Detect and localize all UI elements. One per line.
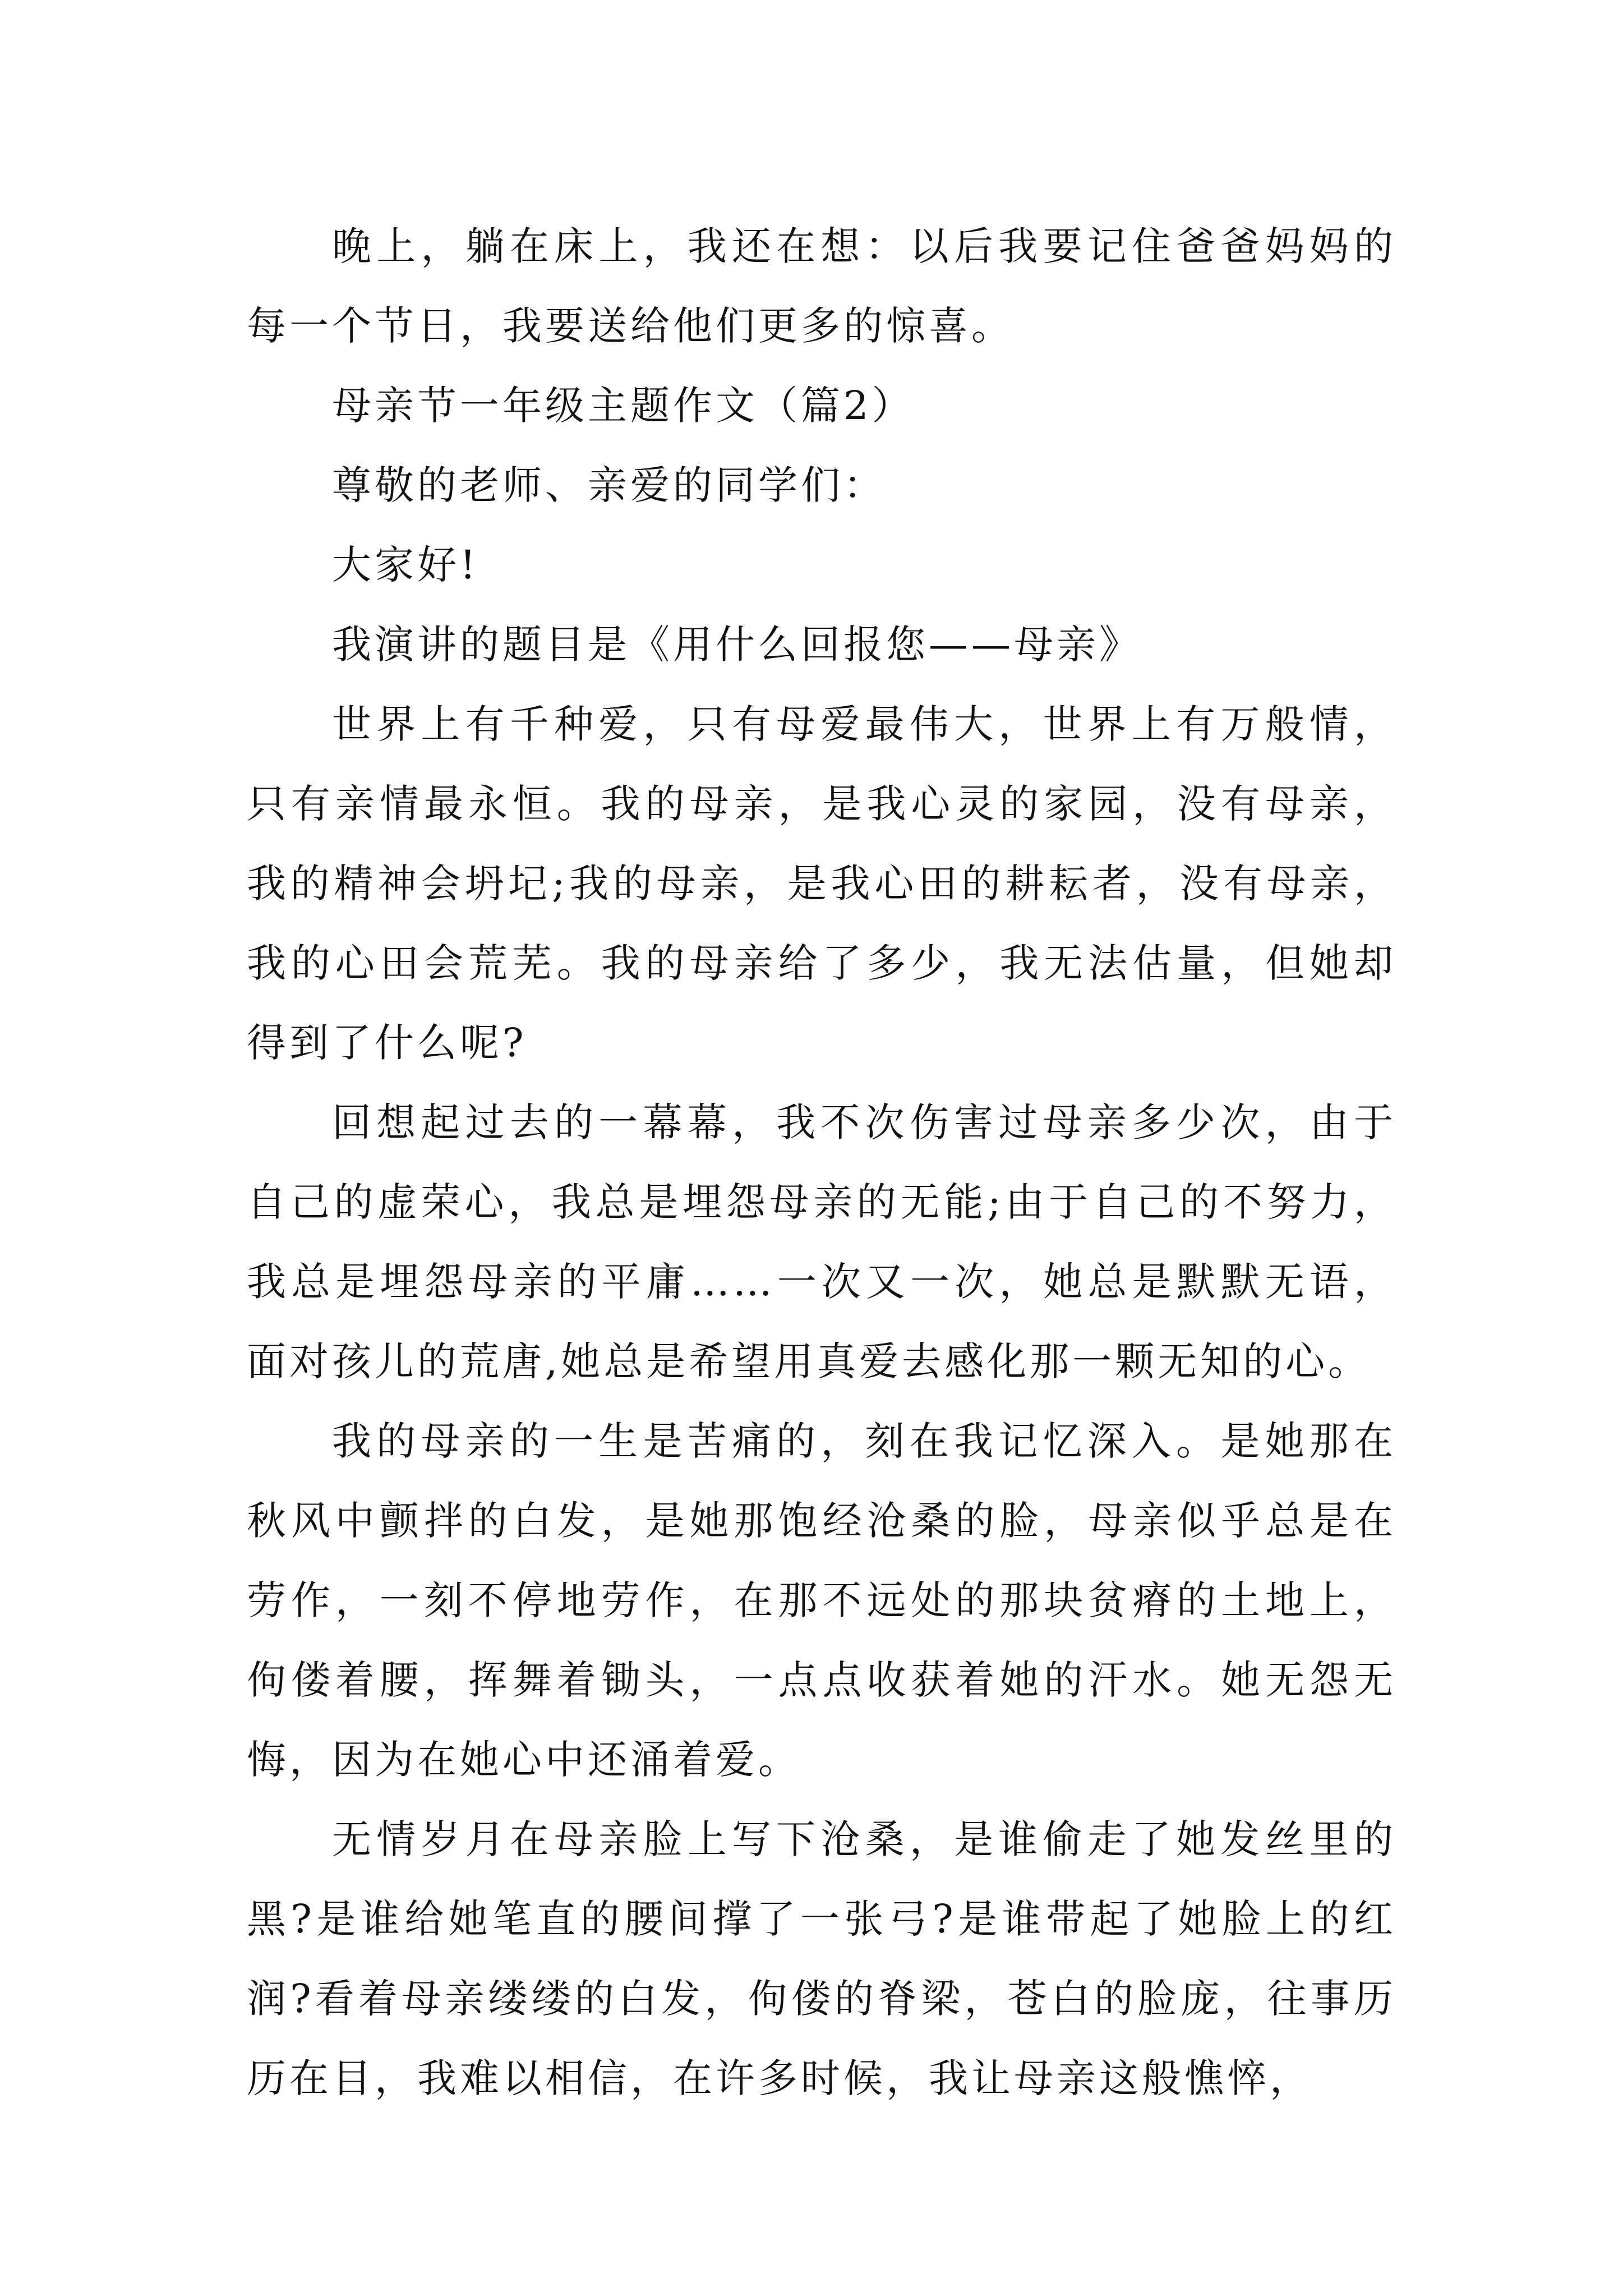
paragraph: 世界上有千种爱，只有母爱最伟大，世界上有万般情，只有亲情最永恒。我的母亲，是我心灵的家园，没有母亲，我的精神会坍圮;我的母亲，是我心田的耕耘者，没有母亲，我的心田会荒芜。我的母亲给了多少，我无法估量，但她却得到了什么呢? [247, 701, 1396, 1066]
paragraph: 晚上，躺在床上，我还在想：以后我要记住爸爸妈妈的每一个节日，我要送给他们更多的惊喜。 [247, 223, 1396, 349]
greeting: 大家好! [332, 542, 479, 588]
paragraph: 回想起过去的一幕幕，我不次伤害过母亲多少次，由于自己的虚荣心，我总是埋怨母亲的无能;由于自己的不努力，我总是埋怨母亲的平庸……一次又一次，她总是默默无语，面对孩儿的荒唐,她总是希望用真爱去感化那一颗无知的心。 [247, 1099, 1396, 1384]
speech-title-line: 我演讲的题目是《用什么回报您——母亲》 [332, 622, 1142, 668]
document-body [247, 206, 1396, 2118]
paragraph: 我的母亲的一生是苦痛的，刻在我记忆深入。是她那在秋风中颤拌的白发，是她那饱经沧桑的脸，母亲似乎总是在劳作，一刻不停地劳作，在那不远处的那块贫瘠的土地上，佝偻着腰，挥舞着锄头，一点点收获着她的汗水。她无怨无悔，因为在她心中还涌着爱。 [247, 1418, 1396, 1783]
salutation: 尊敬的老师、亲爱的同学们： [332, 462, 886, 508]
paragraph: 无情岁月在母亲脸上写下沧桑，是谁偷走了她发丝里的黑?是谁给她笔直的腰间撑了一张弓?是谁带起了她脸上的红润?看着母亲缕缕的白发，佝偻的脊梁，苍白的脸庞，往事历历在目，我难以相信，在许多时候，我让母亲这般憔悴， [247, 1816, 1396, 2101]
section-heading: 母亲节一年级主题作文（篇2） [332, 383, 915, 429]
